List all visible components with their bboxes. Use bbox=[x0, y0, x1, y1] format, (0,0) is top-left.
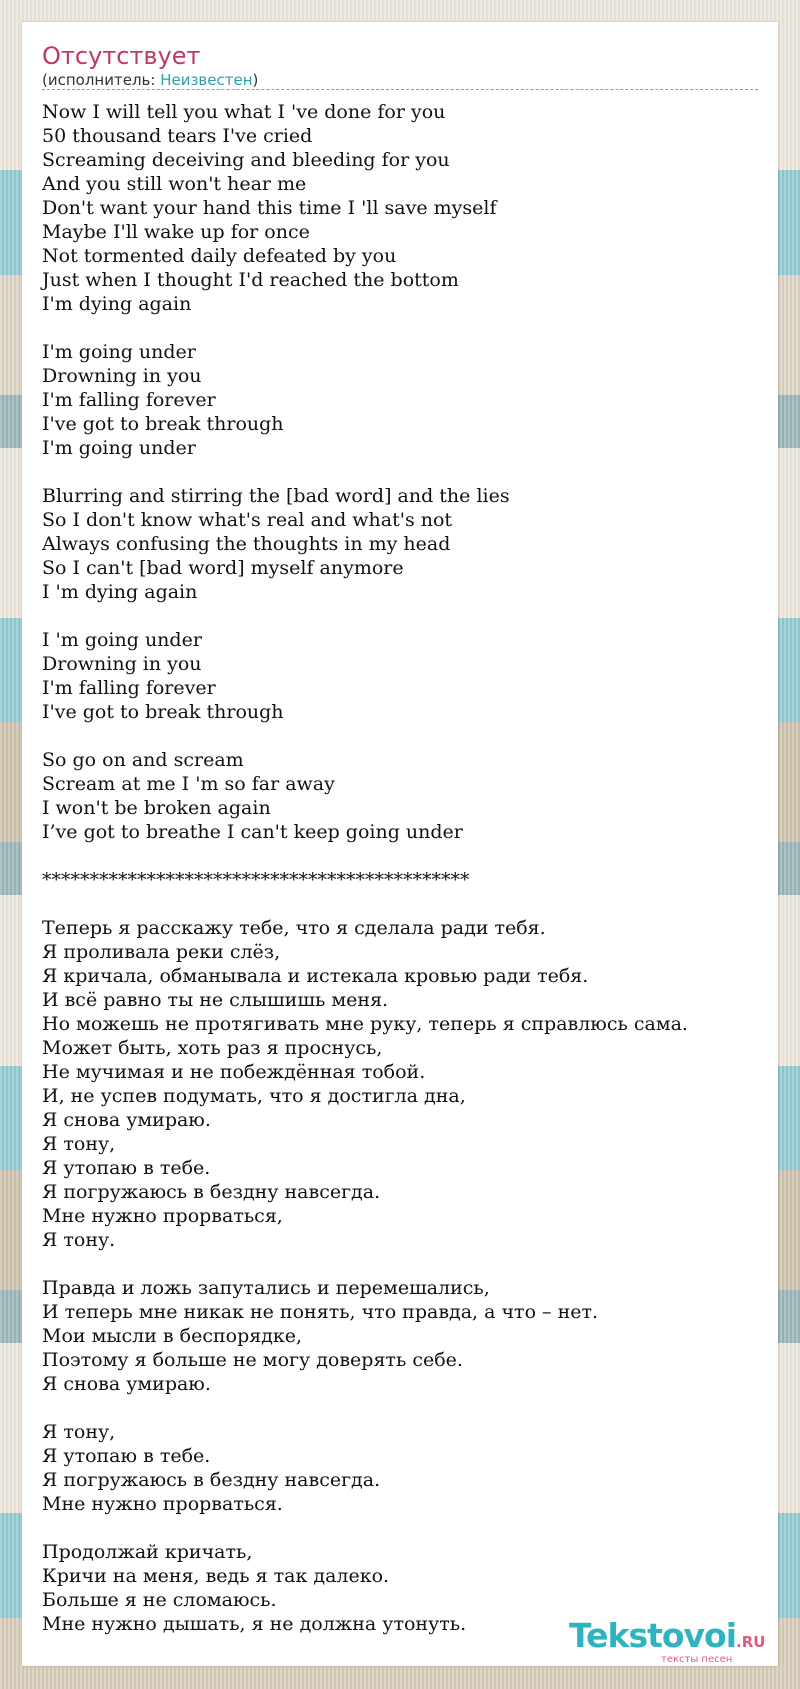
logo-domain: .RU bbox=[736, 1633, 766, 1651]
artist-suffix: ) bbox=[252, 71, 259, 89]
logo-wordmark bbox=[569, 1616, 765, 1655]
lyric-line: Я погружаюсь в бездну навсегда. bbox=[42, 1181, 381, 1203]
lyric-line bbox=[42, 316, 762, 340]
lyric-line bbox=[42, 460, 762, 484]
lyric-line: Я снова умираю. bbox=[42, 1373, 211, 1395]
lyric-line bbox=[42, 724, 762, 748]
lyric-line: Не мучимая и не побеждённая тобой. bbox=[42, 1061, 426, 1083]
lyric-line: I'm dying again bbox=[42, 293, 192, 315]
lyric-line: Scream at me I 'm so far away bbox=[42, 773, 335, 795]
lyric-line bbox=[42, 1516, 762, 1540]
lyric-line: Drowning in you bbox=[42, 653, 202, 675]
lyric-line: Maybe I'll wake up for once bbox=[42, 221, 310, 243]
lyric-line: Я утопаю в тебе. bbox=[42, 1157, 211, 1179]
lyric-line: Но можешь не протягивать мне руку, теперь я справлюсь сама. bbox=[42, 1013, 688, 1035]
logo-name: Tekstovoi bbox=[569, 1616, 737, 1655]
lyric-line: Just when I thought I'd reached the bottom bbox=[42, 269, 459, 291]
lyric-line: Blurring and stirring the [bad word] and the lies bbox=[42, 485, 510, 507]
lyrics-text bbox=[42, 100, 762, 1636]
lyric-line: Мои мысли в беспорядке, bbox=[42, 1325, 303, 1347]
lyric-line: Может быть, хоть раз я проснусь, bbox=[42, 1037, 383, 1059]
lyric-line: I'm falling forever bbox=[42, 389, 216, 411]
lyric-line: Я снова умираю. bbox=[42, 1109, 211, 1131]
lyric-line: I 'm going under bbox=[42, 629, 202, 651]
lyric-line: I'm falling forever bbox=[42, 677, 216, 699]
lyric-line: Я утопаю в тебе. bbox=[42, 1445, 211, 1467]
lyric-line: I won't be broken again bbox=[42, 797, 271, 819]
lyric-line bbox=[42, 844, 762, 868]
lyric-line: So I don't know what's real and what's not bbox=[42, 509, 453, 531]
lyric-line: Я тону, bbox=[42, 1133, 116, 1155]
site-logo[interactable] bbox=[569, 1616, 769, 1666]
lyric-line: Я тону. bbox=[42, 1229, 116, 1251]
dashed-divider bbox=[42, 89, 758, 90]
lyric-line: Я проливала реки слёз, bbox=[42, 941, 281, 963]
lyric-line: Поэтому я больше не могу доверять себе. bbox=[42, 1349, 463, 1371]
lyric-line: I’ve got to breathe I can't keep going under bbox=[42, 821, 463, 843]
lyric-line: So go on and scream bbox=[42, 749, 244, 771]
lyric-line: So I can't [bad word] myself anymore bbox=[42, 557, 404, 579]
artist-link[interactable]: Неизвестен bbox=[160, 71, 253, 89]
lyric-line: Drowning in you bbox=[42, 365, 202, 387]
lyric-line: I 'm dying again bbox=[42, 581, 198, 603]
lyric-line: Правда и ложь запутались и перемешались, bbox=[42, 1277, 490, 1299]
lyric-line bbox=[42, 1252, 762, 1276]
lyric-line: Мне нужно прорваться, bbox=[42, 1205, 283, 1227]
lyric-line: ********************************************* bbox=[42, 869, 470, 891]
lyric-line: Мне нужно дышать, я не должна утонуть. bbox=[42, 1613, 467, 1635]
lyric-line: Теперь я расскажу тебе, что я сделала ради тебя. bbox=[42, 917, 546, 939]
artist-prefix: (исполнитель: bbox=[42, 71, 161, 89]
lyric-line: And you still won't hear me bbox=[42, 173, 307, 195]
lyric-line: Я кричала, обманывала и истекала кровью ради тебя. bbox=[42, 965, 589, 987]
lyric-line: I'm going under bbox=[42, 341, 196, 363]
lyric-line: 50 thousand tears I've cried bbox=[42, 125, 313, 147]
song-title: Отсутствует bbox=[42, 42, 201, 70]
lyric-line: I've got to break through bbox=[42, 701, 284, 723]
lyric-line: Now I will tell you what I 've done for you bbox=[42, 101, 446, 123]
artist-line bbox=[42, 70, 258, 90]
lyric-line: Я тону, bbox=[42, 1421, 116, 1443]
lyric-line: Кричи на меня, ведь я так далеко. bbox=[42, 1565, 390, 1587]
lyric-line: Продолжай кричать, bbox=[42, 1541, 253, 1563]
lyric-line bbox=[42, 1396, 762, 1420]
lyric-line: И теперь мне никак не понять, что правда, а что – нет. bbox=[42, 1301, 599, 1323]
lyric-line: Always confusing the thoughts in my head bbox=[42, 533, 451, 555]
lyric-line: Don't want your hand this time I 'll save myself bbox=[42, 197, 497, 219]
logo-tagline: тексты песен bbox=[661, 1654, 733, 1665]
lyric-line: Больше я не сломаюсь. bbox=[42, 1589, 277, 1611]
lyric-line: И всё равно ты не слышишь меня. bbox=[42, 989, 389, 1011]
lyric-line: И, не успев подумать, что я достигла дна, bbox=[42, 1085, 466, 1107]
lyrics-card bbox=[22, 22, 778, 1666]
lyric-line bbox=[42, 892, 762, 916]
lyric-line: I'm going under bbox=[42, 437, 196, 459]
lyric-line bbox=[42, 604, 762, 628]
lyric-line: Not tormented daily defeated by you bbox=[42, 245, 397, 267]
lyric-line: Screaming deceiving and bleeding for you bbox=[42, 149, 450, 171]
lyric-line: Я погружаюсь в бездну навсегда. bbox=[42, 1469, 381, 1491]
lyric-line: Мне нужно прорваться. bbox=[42, 1493, 283, 1515]
lyric-line: I've got to break through bbox=[42, 413, 284, 435]
